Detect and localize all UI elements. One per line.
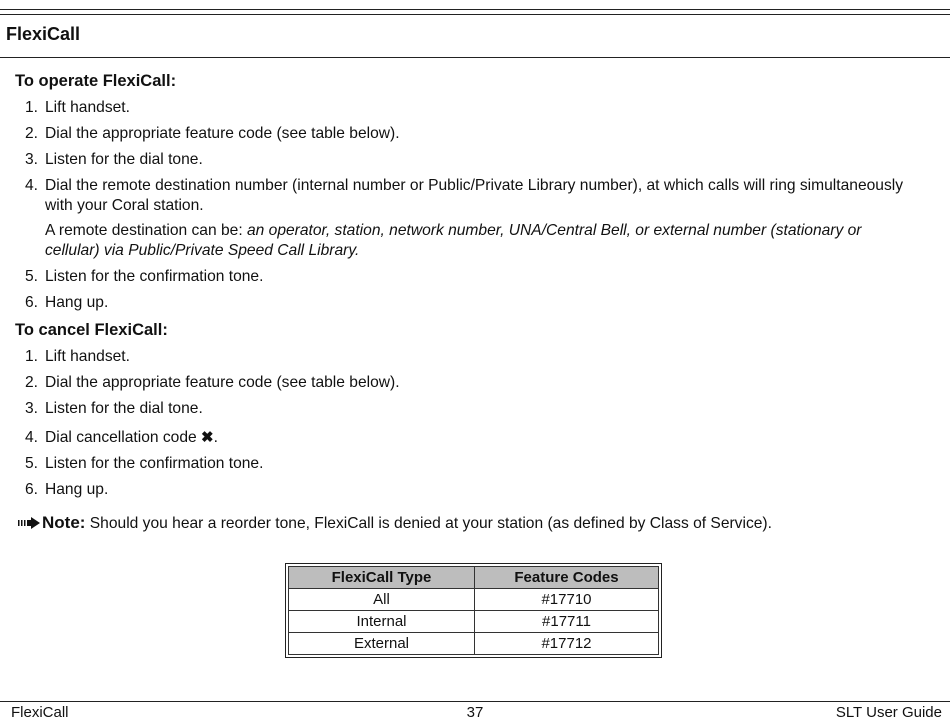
step-number: 4. [25, 429, 39, 446]
step-text: Dial the remote destination number (internal number or Public/Private Library number), at which calls will ring simultaneously with your Coral station. [45, 177, 904, 214]
step-number: 3. [25, 151, 39, 168]
page-number: 37 [466, 704, 484, 721]
cancel-steps [15, 347, 915, 500]
step-number: 5. [25, 455, 39, 472]
header-double-rule-top [0, 9, 950, 10]
list-item [15, 124, 915, 144]
page-content [15, 70, 915, 506]
step-text: Dial cancellation code [45, 429, 202, 446]
step-text: Listen for the confirmation tone. [45, 268, 264, 285]
operate-heading: To operate FlexiCall: [15, 72, 177, 90]
step-number: 1. [25, 348, 39, 365]
step-number: 6. [25, 481, 39, 498]
table-cell: #17711 [475, 611, 659, 633]
note [18, 512, 772, 535]
step-text: Lift handset. [45, 348, 130, 365]
table-cell: All [289, 589, 475, 611]
footer-divider [0, 701, 950, 702]
list-item [15, 399, 915, 419]
step-number: 1. [25, 99, 39, 116]
step-text: Dial the appropriate feature code (see table below). [45, 374, 400, 391]
table-row [289, 589, 659, 611]
list-item [15, 176, 915, 261]
table-cell: #17710 [475, 589, 659, 611]
step-text: Hang up. [45, 481, 109, 498]
table-cell: #17712 [475, 633, 659, 655]
feature-codes-table [288, 566, 659, 655]
header-double-rule-bottom [0, 14, 950, 15]
list-item [15, 480, 915, 500]
footer-section-name: FlexiCall [11, 704, 69, 721]
step-text: Lift handset. [45, 99, 130, 116]
list-item [15, 347, 915, 367]
list-item [15, 454, 915, 474]
step-number: 2. [25, 125, 39, 142]
note-arrow-icon [18, 517, 40, 529]
table-cell: External [289, 633, 475, 655]
list-item [15, 428, 915, 448]
step-text: Hang up. [45, 294, 109, 311]
step-suffix: . [213, 429, 218, 446]
page-title: FlexiCall [6, 24, 81, 44]
cancel-heading: To cancel FlexiCall: [15, 321, 168, 339]
step-text: Listen for the dial tone. [45, 400, 203, 417]
note-label: Note: [42, 513, 86, 532]
cancel-code-icon: ✖ [201, 429, 214, 446]
remote-destination-prefix: A remote destination can be: [45, 222, 247, 239]
remote-destination-note [45, 221, 915, 261]
list-item [15, 293, 915, 313]
column-header: FlexiCall Type [289, 567, 475, 589]
table-cell: Internal [289, 611, 475, 633]
footer-document-title: SLT User Guide [835, 704, 942, 721]
step-number: 2. [25, 374, 39, 391]
remote-destination-options: an operator, station, network number, UNA/Central Bell, or external number (stationary or cellular) via Public/Private Speed Call Library. [45, 222, 862, 259]
table-row [289, 611, 659, 633]
footer [0, 704, 950, 721]
list-item [15, 98, 915, 118]
column-header: Feature Codes [475, 567, 659, 589]
step-number: 4. [25, 177, 39, 194]
step-number: 6. [25, 294, 39, 311]
step-number: 3. [25, 400, 39, 417]
step-text: Listen for the dial tone. [45, 151, 203, 168]
feature-codes-table-frame [285, 563, 662, 658]
title-divider [0, 57, 950, 58]
note-text: Should you hear a reorder tone, FlexiCall is denied at your station (as defined by Class of Service). [85, 515, 772, 532]
table-row [289, 633, 659, 655]
step-text: Dial the appropriate feature code (see table below). [45, 125, 400, 142]
table-header-row [289, 567, 659, 589]
step-text: Listen for the confirmation tone. [45, 455, 264, 472]
list-item [15, 150, 915, 170]
list-item [15, 373, 915, 393]
operate-steps [15, 98, 915, 313]
step-number: 5. [25, 268, 39, 285]
list-item [15, 267, 915, 287]
